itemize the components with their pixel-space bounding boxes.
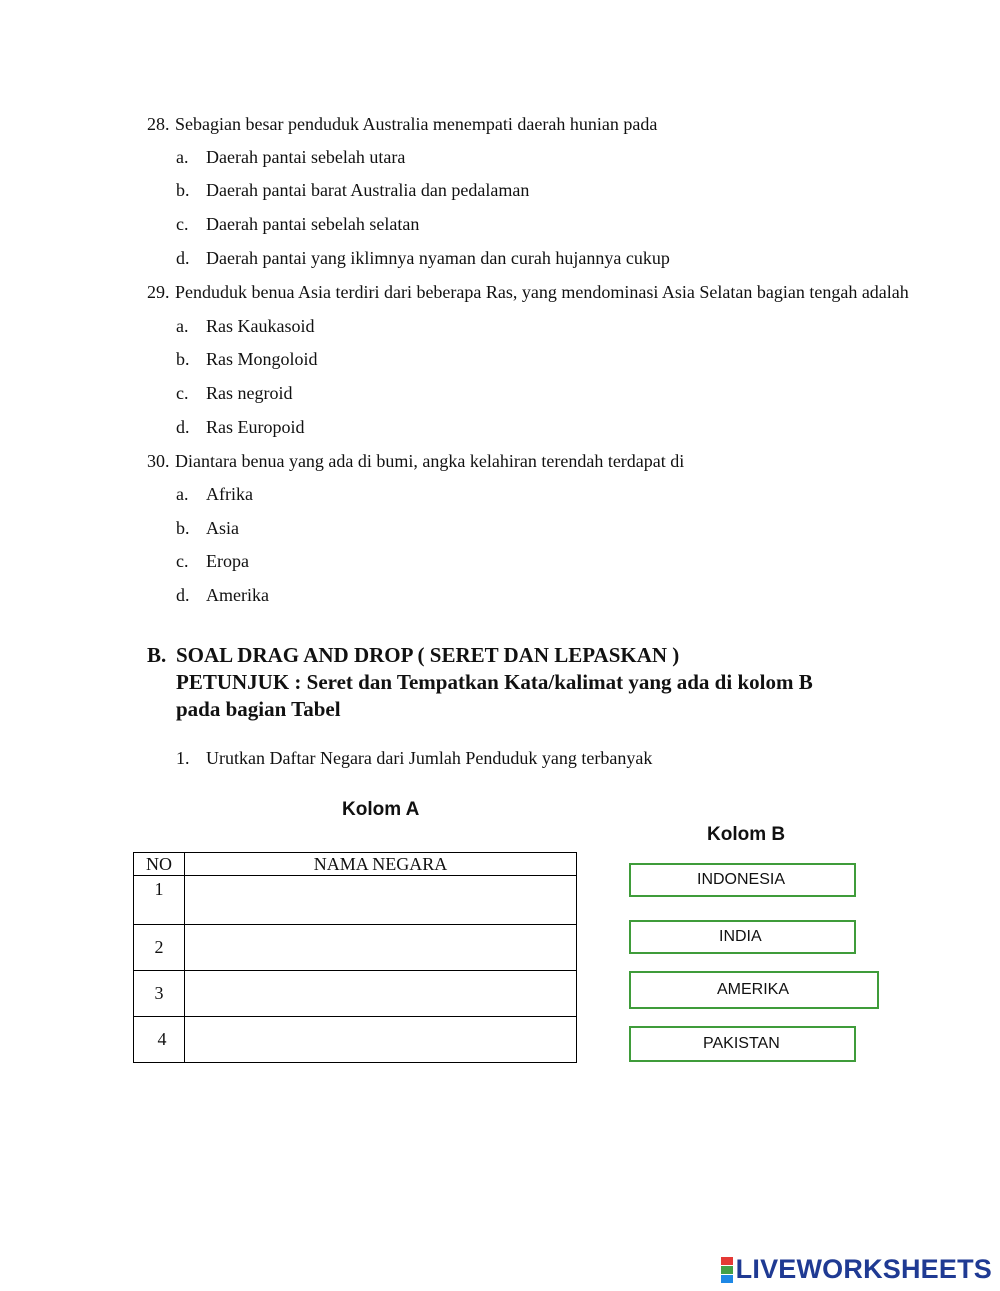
row-number: 2 (134, 925, 185, 971)
kolom-a-title: Kolom A (342, 799, 420, 820)
kolom-b-title: Kolom B (707, 824, 786, 845)
question-30: 30. Diantara benua yang ada di bumi, angka kelahiran terendah terdapat di (147, 451, 685, 471)
task-prompt: 1. Urutkan Daftar Negara dari Jumlah Penduduk yang terbanyak (176, 748, 653, 768)
country-order-table (133, 852, 577, 1063)
question-29: 29. Penduduk benua Asia terdiri dari beberapa Ras, yang mendominasi Asia Selatan bagian tengah adalah (147, 282, 909, 302)
logo-blocks-icon (721, 1257, 733, 1283)
brand-text: LIVEWORKSHEETS (735, 1254, 992, 1284)
instruction-line: PETUNJUK : Seret dan Tempatkan Kata/kalimat yang ada di kolom B (176, 670, 813, 694)
header-no: NO (134, 853, 185, 876)
row-number: 4 (134, 1017, 185, 1063)
option[interactable]: c. Ras negroid (176, 383, 293, 403)
option[interactable]: c. Eropa (176, 551, 249, 571)
drop-zone[interactable] (185, 876, 577, 925)
drag-item-pakistan[interactable]: PAKISTAN (629, 1026, 856, 1062)
liveworksheets-logo (721, 1254, 992, 1285)
option[interactable]: d. Amerika (176, 585, 269, 605)
option[interactable]: a. Ras Kaukasoid (176, 316, 315, 336)
option[interactable]: b. Ras Mongoloid (176, 349, 318, 369)
drop-zone[interactable] (185, 925, 577, 971)
section-b-heading (147, 642, 813, 723)
drag-item-amerika[interactable]: AMERIKA (629, 971, 879, 1009)
header-country-name: NAMA NEGARA (185, 853, 577, 876)
row-number: 3 (134, 971, 185, 1017)
option[interactable]: a. Daerah pantai sebelah utara (176, 147, 406, 167)
instruction-line: pada bagian Tabel (176, 697, 341, 721)
question-28: 28. Sebagian besar penduduk Australia menempati daerah hunian pada (147, 114, 658, 134)
section-title: SOAL DRAG AND DROP ( SERET DAN LEPASKAN ) (176, 643, 680, 667)
drag-item-india[interactable]: INDIA (629, 920, 856, 954)
drop-zone[interactable] (185, 971, 577, 1017)
section-label: B. (147, 643, 167, 667)
drag-item-indonesia[interactable]: INDONESIA (629, 863, 856, 897)
option[interactable]: a. Afrika (176, 484, 253, 504)
option[interactable]: b. Daerah pantai barat Australia dan pedalaman (176, 180, 530, 200)
option[interactable]: b. Asia (176, 518, 239, 538)
option[interactable]: d. Daerah pantai yang iklimnya nyaman dan curah hujannya cukup (176, 248, 670, 268)
row-number: 1 (134, 876, 185, 925)
option[interactable]: c. Daerah pantai sebelah selatan (176, 214, 420, 234)
option[interactable]: d. Ras Europoid (176, 417, 305, 437)
drop-zone[interactable] (185, 1017, 577, 1063)
